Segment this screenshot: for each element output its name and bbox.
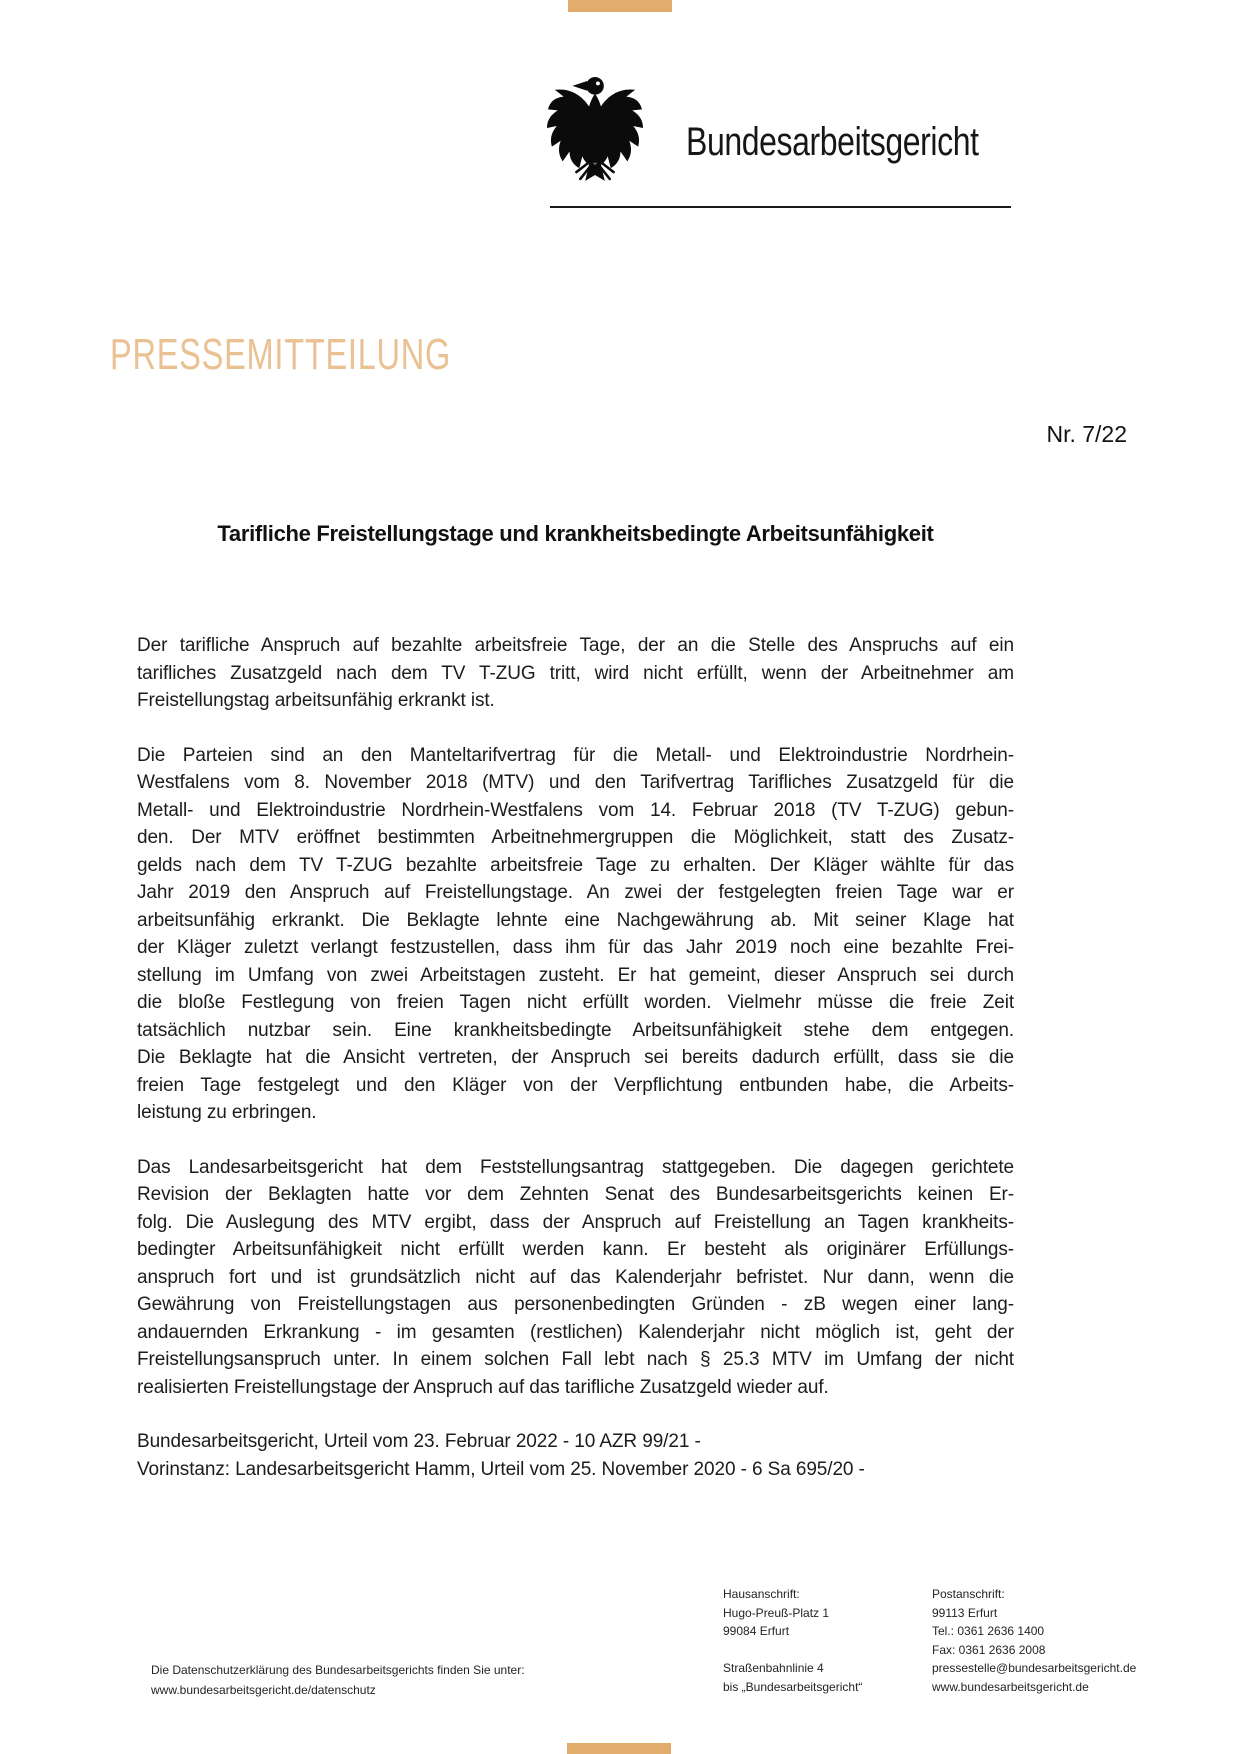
text-line: realisierten Freistellungstage der Anspruch auf das tarifliche Zusatzgeld wieder auf. <box>137 1376 829 1398</box>
case-citation <box>137 1428 1014 1483</box>
visiting-address-lines <box>723 1604 862 1641</box>
paragraph-decision <box>137 1154 1014 1402</box>
visiting-address-label: Hausanschrift: <box>723 1587 800 1601</box>
top-accent-bar <box>568 0 672 12</box>
text-line: Freistellungstag arbeitsunfähig erkrankt ist. <box>137 690 495 711</box>
text-line: anspruch fort und ist grundsätzlich nicht auf das Kalenderjahr befristet. Nur dann, wenn die <box>137 1266 1014 1288</box>
text-line: bedingter Arbeitsunfähigkeit nicht erfüllt werden kann. Er besteht als originärer Erfüllungs- <box>137 1239 1014 1260</box>
text-line: Jahr 2019 den Anspruch auf Freistellungstage. An zwei der festgelegten freien Tage war er <box>137 882 1014 903</box>
text-line: Revision der Beklagten hatte vor dem Zehnten Senat des Bundesarbeitsgerichts keinen Er- <box>137 1184 1014 1205</box>
visiting-address-block <box>723 1585 862 1697</box>
text-line: Die Parteien sind an den Manteltarifvertrag für die Metall- und Elektroindustrie Nordrhein- <box>137 744 1014 766</box>
text-line: arbeitsunfähig erkrankt. Die Beklagte lehnte eine Nachgewährung ab. Mit seiner Klage hat <box>137 909 1014 931</box>
privacy-note <box>151 1661 525 1700</box>
text-line: 99084 Erfurt <box>723 1624 790 1639</box>
text-line: den. Der MTV eröffnet bestimmten Arbeitnehmergruppen die Möglichkeit, statt des Zusatz- <box>137 827 1014 848</box>
text-line: www.bundesarbeitsgericht.de/datenschutz <box>151 1682 376 1697</box>
bottom-accent-bar <box>567 1743 671 1754</box>
logo-wordmark: Bundesarbeitsgericht <box>686 120 979 164</box>
text-line: Die Beklagte hat die Ansicht vertreten, der Anspruch sei bereits dadurch erfüllt, dass sie die <box>137 1047 1014 1068</box>
text-line: Fax: 0361 2636 2008 <box>932 1642 1046 1657</box>
release-number: Nr. 7/22 <box>1046 421 1127 447</box>
paragraph-facts <box>137 742 1014 1127</box>
text-line: tarifliches Zusatzgeld nach dem TV T-ZUG tritt, wird nicht erfüllt, wenn der Arbeitnehmer am <box>137 662 1014 684</box>
text-line: Metall- und Elektroindustrie Nordrhein-Westfalens vom 14. Februar 2018 (TV T-ZUG) gebun- <box>137 799 1014 821</box>
text-line: andauernden Erkrankung - im gesamten (restlichen) Kalenderjahr nicht möglich ist, geht der <box>137 1321 1014 1343</box>
text-line: Der tarifliche Anspruch auf bezahlte arbeitsfreie Tage, der an die Stelle des Anspruchs auf ein <box>137 635 1014 656</box>
federal-eagle-icon <box>546 70 644 186</box>
text-line: pressestelle@bundesarbeitsgericht.de <box>932 1661 1137 1676</box>
text-line: folg. Die Auslegung des MTV ergibt, dass der Anspruch auf Freistellung an Tagen krankheits- <box>137 1211 1014 1233</box>
text-line: freien Tage festgelegt und den Kläger von der Verpflichtung entbunden habe, die Arbeits- <box>137 1074 1014 1096</box>
text-line: tatsächlich nutzbar sein. Eine krankheitsbedingte Arbeitsunfähigkeit stehe dem entgegen. <box>137 1019 1014 1041</box>
text-line: www.bundesarbeitsgericht.de <box>932 1679 1089 1694</box>
text-line: Tel.: 0361 2636 1400 <box>932 1624 1045 1639</box>
text-line: 99113 Erfurt <box>932 1605 998 1620</box>
text-line: Straßenbahnlinie 4 <box>723 1661 824 1676</box>
postal-address-block <box>932 1585 1136 1697</box>
body-text <box>137 632 1014 1483</box>
text-line: Bundesarbeitsgericht, Urteil vom 23. Februar 2022 - 10 AZR 99/21 - <box>137 1431 701 1452</box>
text-line: Hugo-Preuß-Platz 1 <box>723 1605 830 1620</box>
postal-address-lines <box>932 1604 1136 1697</box>
logo-divider <box>550 206 1011 208</box>
text-line: Vorinstanz: Landesarbeitsgericht Hamm, Urteil vom 25. November 2020 - 6 Sa 695/20 - <box>137 1458 865 1480</box>
text-line: stellung im Umfang von zwei Arbeitstagen zusteht. Er hat gemeint, dieser Anspruch sei durch <box>137 964 1014 986</box>
press-release-heading: PRESSEMITTEILUNG <box>110 330 452 379</box>
paragraph-lead <box>137 632 1014 715</box>
tram-info <box>723 1659 862 1696</box>
text-line: gelds nach dem TV T-ZUG bezahlte arbeitsfreie Tage zu erhalten. Der Kläger wählte für das <box>137 854 1014 876</box>
text-line: Westfalens vom 8. November 2018 (MTV) und den Tarifvertrag Tarifliches Zusatzgeld für die <box>137 772 1014 793</box>
text-line: Gewährung von Freistellungstagen aus personenbedingten Gründen - zB wegen einer lang- <box>137 1294 1014 1315</box>
text-line: bis „Bundesarbeitsgericht“ <box>723 1679 863 1694</box>
text-line: die bloße Festlegung von freien Tagen nicht erfüllt worden. Vielmehr müsse die freie Zeit <box>137 992 1014 1013</box>
document-title: Tarifliche Freistellungstage und krankheitsbedingte Arbeitsunfähigkeit <box>217 521 934 546</box>
postal-address-label: Postanschrift: <box>932 1587 1005 1601</box>
text-line: Die Datenschutzerklärung des Bundesarbeitsgerichts finden Sie unter: <box>151 1663 525 1677</box>
text-line: der Kläger zuletzt verlangt festzustellen, dass ihm für das Jahr 2019 noch eine bezahlte Frei- <box>137 937 1014 958</box>
text-line: Das Landesarbeitsgericht hat dem Feststellungsantrag stattgegeben. Die dagegen gerichtete <box>137 1156 1014 1178</box>
footer-spacer <box>723 1641 862 1660</box>
text-line: leistung zu erbringen. <box>137 1102 317 1123</box>
text-line: Freistellungsanspruch unter. In einem solchen Fall lebt nach § 25.3 MTV im Umfang der nicht <box>137 1349 1014 1370</box>
